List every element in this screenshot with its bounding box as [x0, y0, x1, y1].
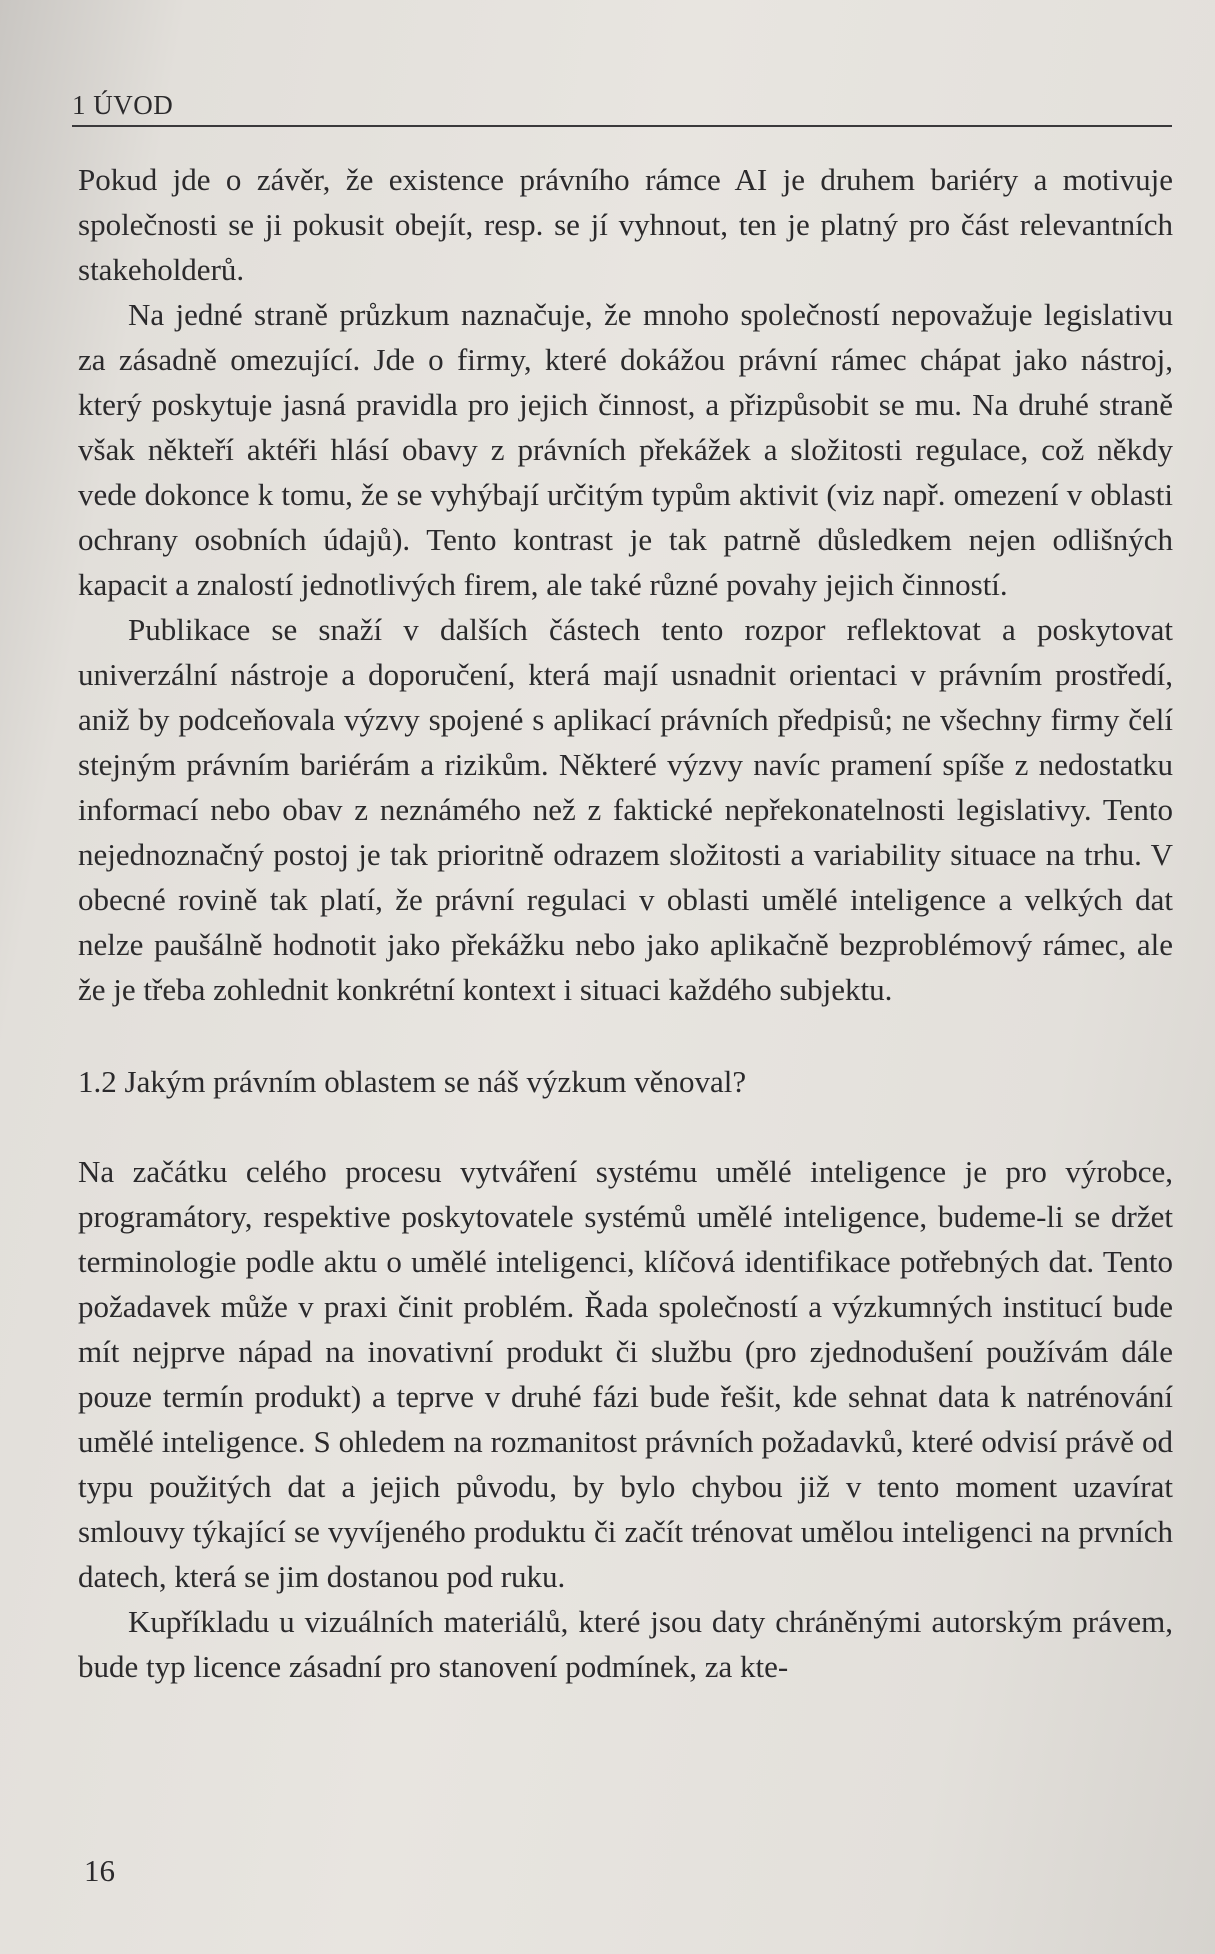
paragraph-conclusion: Pokud jde o závěr, že existence právního rámce AI je druhem bariéry a motivuje společnosti se ji pokusit obejít, resp. se jí vyhnout, ten je platný pro část relevantních stakeholderů.	[78, 162, 1173, 287]
page-number: 16	[84, 1853, 115, 1888]
header-rule	[72, 125, 1172, 127]
paragraph-example: Kupříkladu u vizuálních materiálů, které jsou daty chráněnými autorským právem, bude typ licence zásadní pro stanovení podmínek, za kte-	[78, 1604, 1173, 1684]
paragraph-publication: Publikace se snaží v dalších částech tento rozpor reflektovat a poskytovat univerzální nástroje a doporučení, která mají usnadnit orientaci v právním prostředí, aniž by podceňovala výzvy spojené s aplikací právních předpisů; ne všechny firmy čelí stejným právním bariérám a rizikům. Některé výzvy navíc pramení spíše z nedostatku informací nebo obav z neznámého než z faktické nepřekonatelnosti legislativy. Tento nejednoznačný postoj je tak prioritně odrazem složitosti a variability situace na trhu. V obecné rovině tak platí, že právní regulaci v oblasti umělé inteligence a velkých dat nelze paušálně hodnotit jako překážku nebo jako aplikačně bezproblémový rámec, ale že je třeba zohlednit konkrétní kontext i situaci každého subjektu.	[78, 612, 1173, 1007]
page-body	[78, 157, 1173, 1689]
paragraph-process: Na začátku celého procesu vytváření systému umělé inteligence je pro výrobce, programátory, respektive poskytovatele systémů umělé inteligence, budeme-li se držet terminologie podle aktu o umělé inteligenci, klíčová identifikace potřebných dat. Tento požadavek může v praxi činit problém. Řada společností a výzkumných institucí bude mít nejprve nápad na inovativní produkt či službu (pro zjednodušení používám dále pouze termín produkt) a teprve v druhé fázi bude řešit, kde sehnat data k natrénování umělé inteligence. S ohledem na rozmanitost právních požadavků, které odvisí právě od typu použitých dat a jejich původu, by bylo chybou již v tento moment uzavírat smlouvy týkající se vyvíjeného produktu či začít trénovat umělou inteligenci na prvních datech, která se jim dostanou pod ruku.	[78, 1154, 1173, 1594]
running-head: 1 ÚVOD	[72, 90, 174, 120]
section-heading: 1.2 Jakým právním oblastem se náš výzkum věnoval?	[78, 1064, 747, 1099]
paragraph-survey: Na jedné straně průzkum naznačuje, že mnoho společností nepovažuje legislativu za zásadně omezující. Jde o firmy, které dokážou právní rámec chápat jako nástroj, který poskytuje jasná pravidla pro jejich činnost, a přizpůsobit se mu. Na druhé straně však někteří aktéři hlásí obavy z právních překážek a složitosti regulace, což někdy vede dokonce k tomu, že se vyhýbají určitým typům aktivit (viz např. omezení v oblasti ochrany osobních údajů). Tento kontrast je tak patrně důsledkem nejen odlišných kapacit a znalostí jednotlivých firem, ale také různé povahy jejich činností.	[78, 297, 1173, 602]
